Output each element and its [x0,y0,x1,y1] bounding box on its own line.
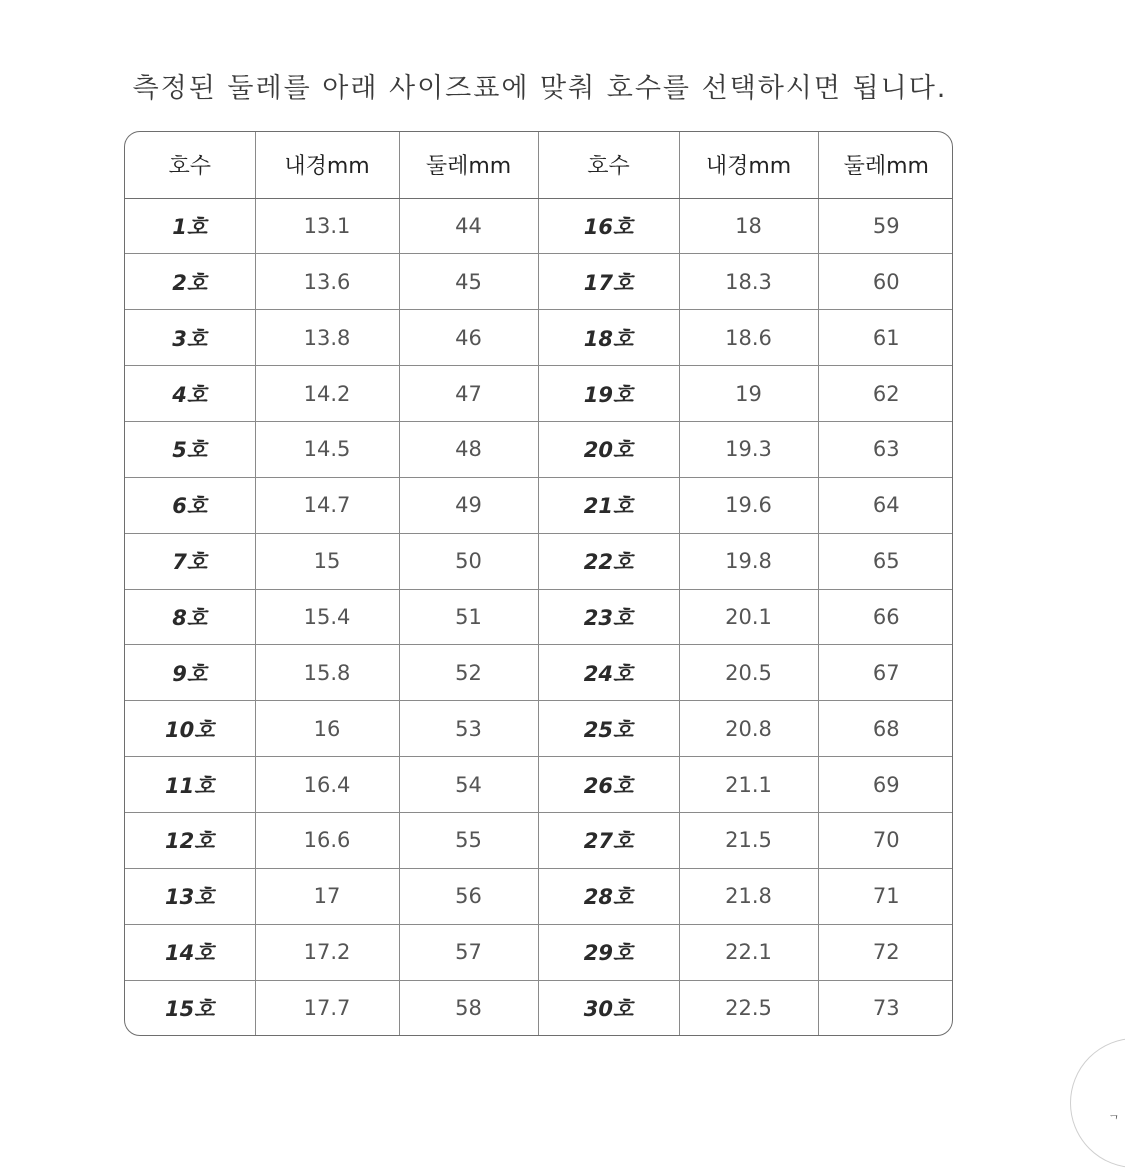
cell-inner-diameter-right: 19.8 [679,533,818,589]
cell-inner-diameter-left: 15 [255,533,399,589]
cell-circumference-left: 46 [399,310,538,366]
corner-mark: ᄀ [1108,1114,1120,1128]
header-size-right: 호수 [538,132,679,198]
cell-inner-diameter-left: 14.2 [255,366,399,422]
cell-circumference-right: 71 [818,868,953,924]
cell-inner-diameter-left: 13.8 [255,310,399,366]
cell-size-right: 17호 [538,254,679,310]
cell-inner-diameter-left: 14.7 [255,477,399,533]
cell-size-left: 13호 [125,868,255,924]
table-row [125,701,953,757]
cell-circumference-left: 50 [399,533,538,589]
cell-circumference-left: 57 [399,924,538,980]
cell-circumference-right: 60 [818,254,953,310]
table-row [125,868,953,924]
table-row [125,421,953,477]
cell-size-left: 8호 [125,589,255,645]
cell-size-left: 1호 [125,198,255,254]
cell-circumference-left: 56 [399,868,538,924]
cell-circumference-right: 69 [818,757,953,813]
cell-size-left: 12호 [125,812,255,868]
header-inner-diameter-right: 내경mm [679,132,818,198]
table-row [125,533,953,589]
table-header-row [125,132,953,198]
cell-circumference-right: 68 [818,701,953,757]
table-row [125,980,953,1035]
cell-inner-diameter-right: 18.3 [679,254,818,310]
header-size-left: 호수 [125,132,255,198]
cell-circumference-left: 53 [399,701,538,757]
cell-circumference-left: 54 [399,757,538,813]
cell-size-left: 14호 [125,924,255,980]
cell-size-right: 20호 [538,421,679,477]
cell-circumference-right: 72 [818,924,953,980]
cell-inner-diameter-left: 17.7 [255,980,399,1035]
table-row [125,645,953,701]
cell-inner-diameter-right: 21.5 [679,812,818,868]
cell-circumference-left: 51 [399,589,538,645]
cell-size-right: 18호 [538,310,679,366]
corner-circle-decoration [1070,1038,1125,1168]
cell-size-left: 11호 [125,757,255,813]
cell-size-left: 9호 [125,645,255,701]
table-row [125,924,953,980]
header-inner-diameter-left: 내경mm [255,132,399,198]
cell-size-right: 24호 [538,645,679,701]
cell-inner-diameter-right: 20.8 [679,701,818,757]
cell-circumference-left: 45 [399,254,538,310]
cell-inner-diameter-left: 16.4 [255,757,399,813]
cell-circumference-left: 55 [399,812,538,868]
cell-inner-diameter-left: 15.8 [255,645,399,701]
cell-circumference-right: 70 [818,812,953,868]
cell-size-right: 16호 [538,198,679,254]
cell-inner-diameter-right: 20.1 [679,589,818,645]
table-row [125,812,953,868]
table-row [125,198,953,254]
table-row [125,477,953,533]
cell-circumference-left: 48 [399,421,538,477]
table-body [125,198,953,1035]
cell-circumference-left: 52 [399,645,538,701]
cell-size-left: 15호 [125,980,255,1035]
cell-circumference-left: 49 [399,477,538,533]
cell-inner-diameter-left: 16 [255,701,399,757]
cell-inner-diameter-left: 13.6 [255,254,399,310]
cell-inner-diameter-left: 13.1 [255,198,399,254]
cell-inner-diameter-left: 17 [255,868,399,924]
cell-circumference-right: 59 [818,198,953,254]
cell-inner-diameter-right: 22.1 [679,924,818,980]
page-title: 측정된 둘레를 아래 사이즈표에 맞춰 호수를 선택하시면 됩니다. [132,73,948,104]
cell-size-left: 10호 [125,701,255,757]
cell-size-right: 23호 [538,589,679,645]
cell-circumference-right: 64 [818,477,953,533]
cell-size-right: 25호 [538,701,679,757]
cell-circumference-right: 67 [818,645,953,701]
cell-inner-diameter-right: 21.1 [679,757,818,813]
cell-inner-diameter-right: 19.6 [679,477,818,533]
cell-size-left: 6호 [125,477,255,533]
table-row [125,366,953,422]
cell-circumference-right: 65 [818,533,953,589]
cell-inner-diameter-left: 17.2 [255,924,399,980]
cell-size-right: 29호 [538,924,679,980]
cell-inner-diameter-left: 15.4 [255,589,399,645]
cell-size-right: 22호 [538,533,679,589]
cell-circumference-left: 44 [399,198,538,254]
cell-size-left: 4호 [125,366,255,422]
cell-inner-diameter-left: 16.6 [255,812,399,868]
cell-inner-diameter-right: 20.5 [679,645,818,701]
cell-circumference-right: 62 [818,366,953,422]
cell-size-right: 28호 [538,868,679,924]
ring-size-table [124,131,953,1036]
cell-circumference-left: 58 [399,980,538,1035]
cell-circumference-right: 66 [818,589,953,645]
table-row [125,757,953,813]
cell-size-right: 26호 [538,757,679,813]
cell-size-right: 19호 [538,366,679,422]
cell-size-right: 21호 [538,477,679,533]
cell-size-left: 7호 [125,533,255,589]
header-circumference-left: 둘레mm [399,132,538,198]
cell-inner-diameter-right: 18.6 [679,310,818,366]
table-row [125,254,953,310]
cell-size-right: 27호 [538,812,679,868]
cell-inner-diameter-right: 21.8 [679,868,818,924]
cell-circumference-left: 47 [399,366,538,422]
header-circumference-right: 둘레mm [818,132,953,198]
table-row [125,310,953,366]
cell-size-left: 2호 [125,254,255,310]
cell-size-left: 5호 [125,421,255,477]
cell-size-right: 30호 [538,980,679,1035]
cell-circumference-right: 73 [872,995,900,1020]
cell-inner-diameter-right: 22.5 [679,980,818,1035]
cell-inner-diameter-right: 18 [679,198,818,254]
cell-circumference-right: 61 [818,310,953,366]
table-row [125,589,953,645]
cell-size-left: 3호 [125,310,255,366]
cell-circumference-right: 63 [818,421,953,477]
cell-inner-diameter-left: 14.5 [255,421,399,477]
cell-inner-diameter-right: 19.3 [679,421,818,477]
cell-inner-diameter-right: 19 [679,366,818,422]
size-chart [125,132,953,1035]
